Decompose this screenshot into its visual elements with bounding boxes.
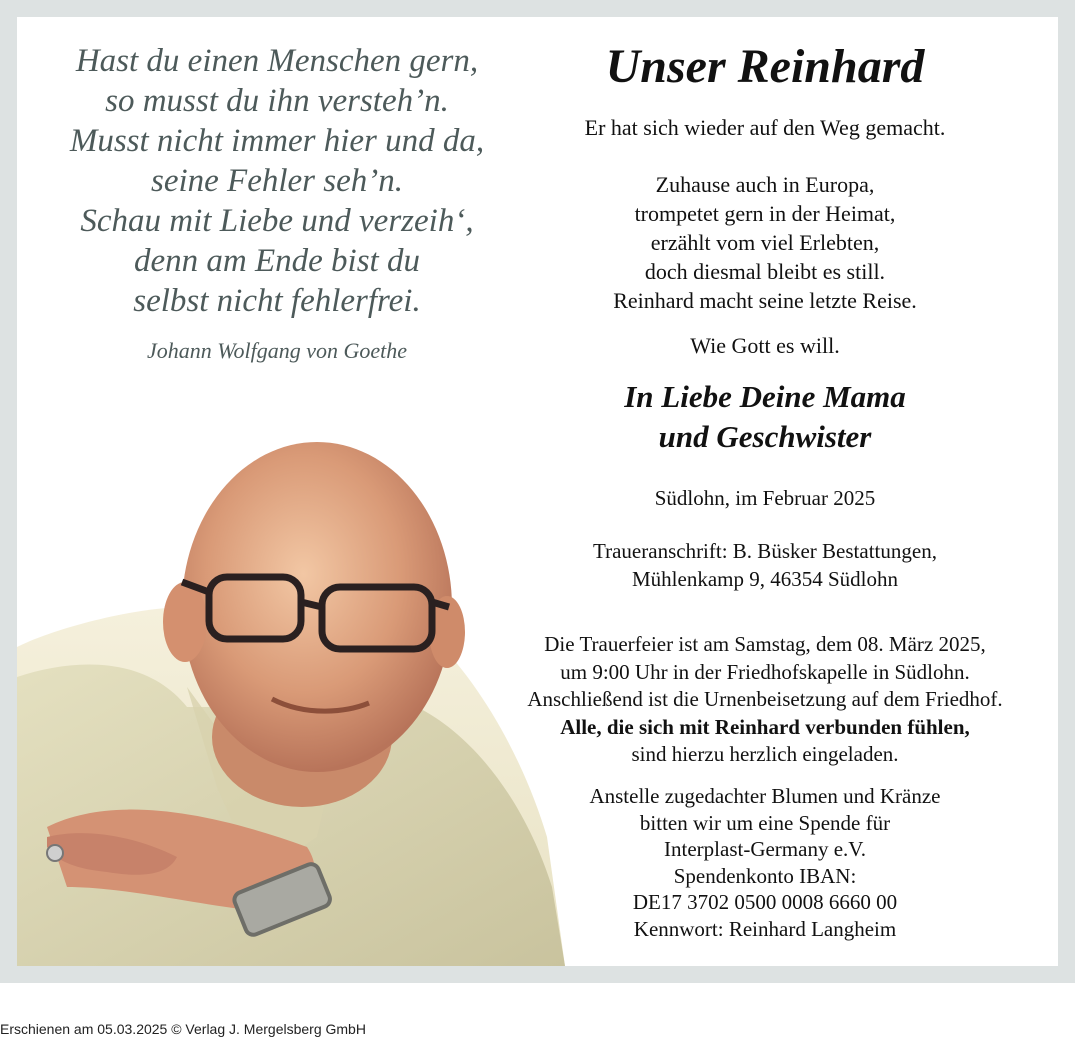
donation-line: Interplast-Germany e.V. xyxy=(664,837,866,862)
place-date: Südlohn, im Februar 2025 xyxy=(654,486,876,510)
signature-line: In Liebe Deine Mama xyxy=(624,379,906,414)
ear-left xyxy=(163,582,207,662)
verse-block xyxy=(505,170,1025,315)
funeral-line: sind hierzu herzlich eingeladen. xyxy=(631,742,899,766)
intro-line: Er hat sich wieder auf den Weg gemacht. xyxy=(584,115,946,140)
verse-line: Reinhard macht seine letzte Reise. xyxy=(613,288,917,313)
portrait-photo xyxy=(17,407,577,966)
obituary-card xyxy=(17,17,1058,966)
donation-iban: DE17 3702 0500 0008 6660 00 xyxy=(632,890,898,915)
funeral-line-bold: Alle, die sich mit Reinhard verbunden fühlen, xyxy=(560,714,970,739)
publication-footer: Erschienen am 05.03.2025 © Verlag J. Mergelsberg GmbH xyxy=(0,1021,366,1037)
funeral-info xyxy=(505,631,1025,769)
poem-line: Musst nicht immer hier und da, xyxy=(69,123,485,159)
donation-line: Kennwort: Reinhard Langheim xyxy=(633,916,897,941)
goethe-poem xyxy=(37,41,517,321)
donation-line: Spendenkonto IBAN: xyxy=(673,863,857,888)
donation-info xyxy=(505,783,1025,943)
verse-line: trompetet gern in der Heimat, xyxy=(634,201,896,226)
funeral-line: Anschließend ist die Urnenbeisetzung auf dem Friedhof. xyxy=(527,687,1003,711)
funeral-line: um 9:00 Uhr in der Friedhofskapelle in Südlohn. xyxy=(560,659,970,684)
notice-title: Unser Reinhard xyxy=(605,40,925,93)
address-line: Mühlenkamp 9, 46354 Südlohn xyxy=(632,567,898,591)
poem-line: so musst du ihn versteh’n. xyxy=(105,83,449,119)
mourning-address xyxy=(505,537,1025,593)
ring xyxy=(47,845,63,861)
verse-line: erzählt vom viel Erlebten, xyxy=(650,230,880,255)
funeral-line: Die Trauerfeier ist am Samstag, dem 08. März 2025, xyxy=(544,632,986,656)
address-line: Traueranschrift: B. Büsker Bestattungen, xyxy=(593,539,937,563)
poem-line: Hast du einen Menschen gern, xyxy=(75,43,479,79)
verse-line: doch diesmal bleibt es still. xyxy=(644,259,886,284)
donation-line: bitten wir um eine Spende für xyxy=(639,810,891,835)
signature xyxy=(505,377,1025,457)
poem-line: seine Fehler seh’n. xyxy=(151,163,403,199)
donation-line: Anstelle zugedachter Blumen und Kränze xyxy=(589,784,941,808)
verse-line: Zuhause auch in Europa, xyxy=(655,172,875,197)
poem-line: selbst nicht fehlerfrei. xyxy=(133,283,421,319)
poem-author: Johann Wolfgang von Goethe xyxy=(146,338,408,363)
poem-line: denn am Ende bist du xyxy=(134,243,420,279)
signature-line: und Geschwister xyxy=(658,419,872,454)
poem-line: Schau mit Liebe und verzeih‘, xyxy=(80,203,474,239)
god-line: Wie Gott es will. xyxy=(690,333,840,358)
